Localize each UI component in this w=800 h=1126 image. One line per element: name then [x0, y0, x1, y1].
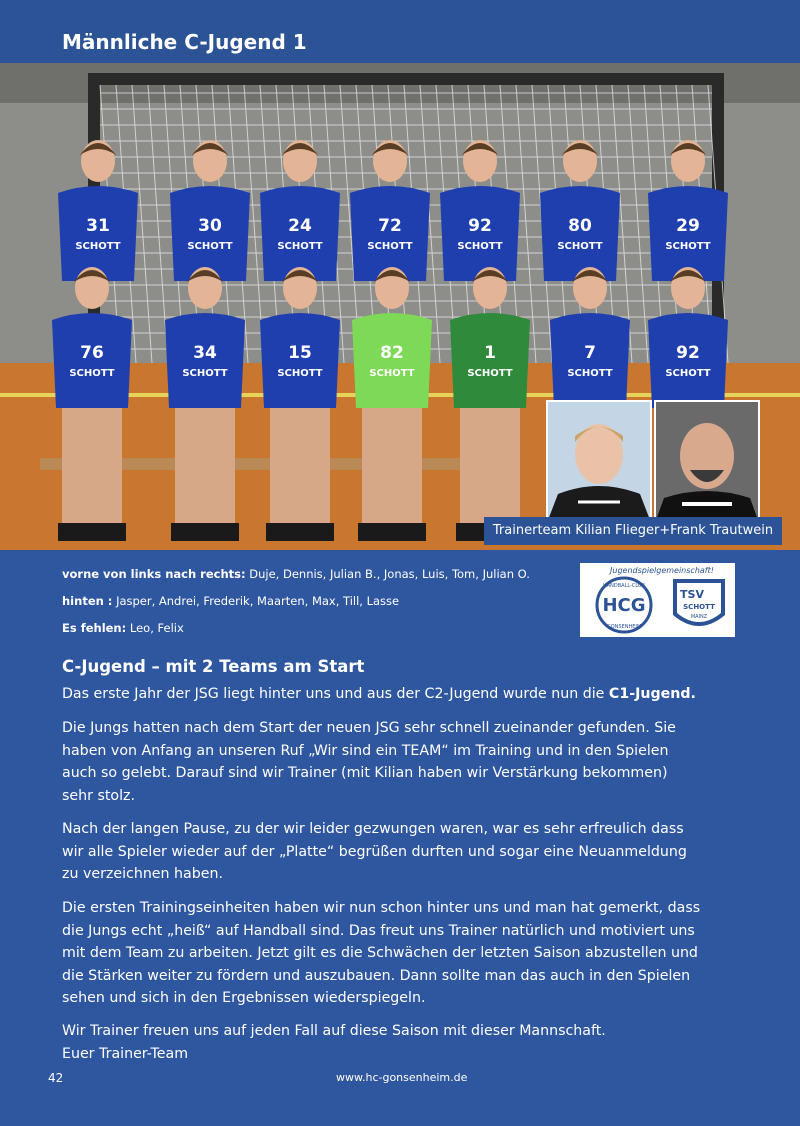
svg-text:1: 1 [484, 343, 496, 363]
svg-text:SCHOTT: SCHOTT [75, 241, 121, 252]
logo-top-text: Jugendspielgemeinschaft! [610, 566, 714, 575]
coach-photo-kilian [546, 400, 652, 522]
player-shoes [171, 523, 239, 541]
svg-text:92: 92 [676, 343, 700, 363]
lineup-back-names: Jasper, Andrei, Frederik, Maarten, Max, Till, Lasse [116, 594, 400, 608]
logo-club2-bottom: MAINZ [690, 614, 708, 620]
article-title: C-Jugend – mit 2 Teams am Start [62, 657, 365, 676]
lineup-front [62, 567, 530, 581]
website-link[interactable]: www.hc-gonsenheim.de [336, 1071, 468, 1084]
svg-text:82: 82 [380, 343, 404, 363]
lineup-missing-names: Leo, Felix [129, 621, 184, 635]
player-legs [175, 408, 235, 528]
svg-text:SCHOTT: SCHOTT [277, 241, 323, 252]
svg-text:SCHOTT: SCHOTT [567, 368, 613, 379]
svg-text:SCHOTT: SCHOTT [369, 368, 415, 379]
svg-text:24: 24 [288, 216, 312, 236]
svg-text:HCG: HCG [602, 595, 646, 616]
svg-text:SCHOTT: SCHOTT [557, 241, 603, 252]
coach-photo-frank [654, 400, 760, 522]
player-legs [362, 408, 422, 528]
svg-text:34: 34 [193, 343, 217, 363]
svg-text:SCHOTT: SCHOTT [277, 368, 323, 379]
lineup-back [62, 594, 399, 608]
p1-bold: C1-Jugend. [608, 686, 696, 702]
svg-text:92: 92 [468, 216, 492, 236]
lineup-front-label: vorne von links nach rechts: [62, 567, 246, 581]
svg-text:76: 76 [80, 343, 104, 363]
page-header [0, 0, 800, 63]
svg-text:SCHOTT: SCHOTT [69, 368, 115, 379]
player-shoes [58, 523, 126, 541]
page-number: 42 [48, 1071, 64, 1085]
svg-text:72: 72 [378, 216, 402, 236]
p1-text: Das erste Jahr der JSG liegt hinter uns und aus der C2-Jugend wurde nun die [62, 686, 609, 702]
svg-text:SCHOTT: SCHOTT [367, 241, 413, 252]
svg-text:30: 30 [198, 216, 222, 236]
svg-text:80: 80 [568, 216, 592, 236]
svg-text:SCHOTT: SCHOTT [457, 241, 503, 252]
article-paragraph-1 [62, 683, 742, 706]
article-paragraph-2: Die Jungs hatten nach dem Start der neuen JSG sehr schnell zueinander gefunden. Sie haben von Anfang an unseren Ruf „Wir sind ein TEAM“ im Training und in den Spielen auch so gelebt. Darauf sind wir Trainer (mit Kilian haben wir Verstärkung bekommen) sehr stolz. [62, 720, 676, 804]
svg-text:SCHOTT: SCHOTT [187, 241, 233, 252]
lineup-missing [62, 621, 184, 635]
player-legs [62, 408, 122, 528]
svg-text:31: 31 [86, 216, 110, 236]
logo-club1: HANDBALL-CLUB [602, 583, 646, 589]
svg-text:SCHOTT: SCHOTT [665, 241, 711, 252]
logo-club2-top: TSV [680, 588, 704, 601]
page-title: Männliche C-Jugend 1 [62, 30, 307, 54]
svg-text:29: 29 [676, 216, 700, 236]
trainer-caption: Trainerteam Kilian Flieger+Frank Trautwein [484, 517, 782, 545]
svg-text:15: 15 [288, 343, 312, 363]
player-shoes [266, 523, 334, 541]
logo-club2-mid: SCHOTT [683, 603, 715, 611]
player-shoes [358, 523, 426, 541]
svg-text:SCHOTT: SCHOTT [467, 368, 513, 379]
lineup-back-label: hinten : [62, 594, 113, 608]
svg-text:SCHOTT: SCHOTT [182, 368, 228, 379]
player-legs [460, 408, 520, 528]
svg-text:7: 7 [584, 343, 596, 363]
svg-text:SCHOTT: SCHOTT [665, 368, 711, 379]
article-paragraph-5: Wir Trainer freuen uns auf jeden Fall auf diese Saison mit dieser Mannschaft. Euer Trainer-Team [62, 1023, 606, 1062]
jsg-logo [580, 563, 735, 637]
logo-club1-place: GONSENHEIM [606, 624, 642, 630]
article-paragraph-3: Nach der langen Pause, zu der wir leider gezwungen waren, war es sehr erfreulich dass wir alle Spieler wieder auf der „Platte“ begrüßen durften und sogar eine Neuanmeldung zu verzeichnen haben. [62, 821, 687, 882]
lineup-missing-label: Es fehlen: [62, 621, 127, 635]
lineup-front-names: Duje, Dennis, Julian B., Jonas, Luis, Tom, Julian O. [249, 567, 530, 581]
player-legs [270, 408, 330, 528]
article-paragraph-4: Die ersten Trainingseinheiten haben wir nun schon hinter uns und man hat gemerkt, dass die Jungs echt „heiß“ auf Handball sind. Das freut uns Trainer natürlich und motiviert uns mit dem Team zu arbeiten. Jetzt gilt es die Schwächen der letzten Saison abzustellen und die Stärken weiter zu fördern und auszubauen. Dann sollte man das auch in den Spielen sehen und sich in den Ergebnissen wiederspiegeln. [62, 900, 701, 1006]
